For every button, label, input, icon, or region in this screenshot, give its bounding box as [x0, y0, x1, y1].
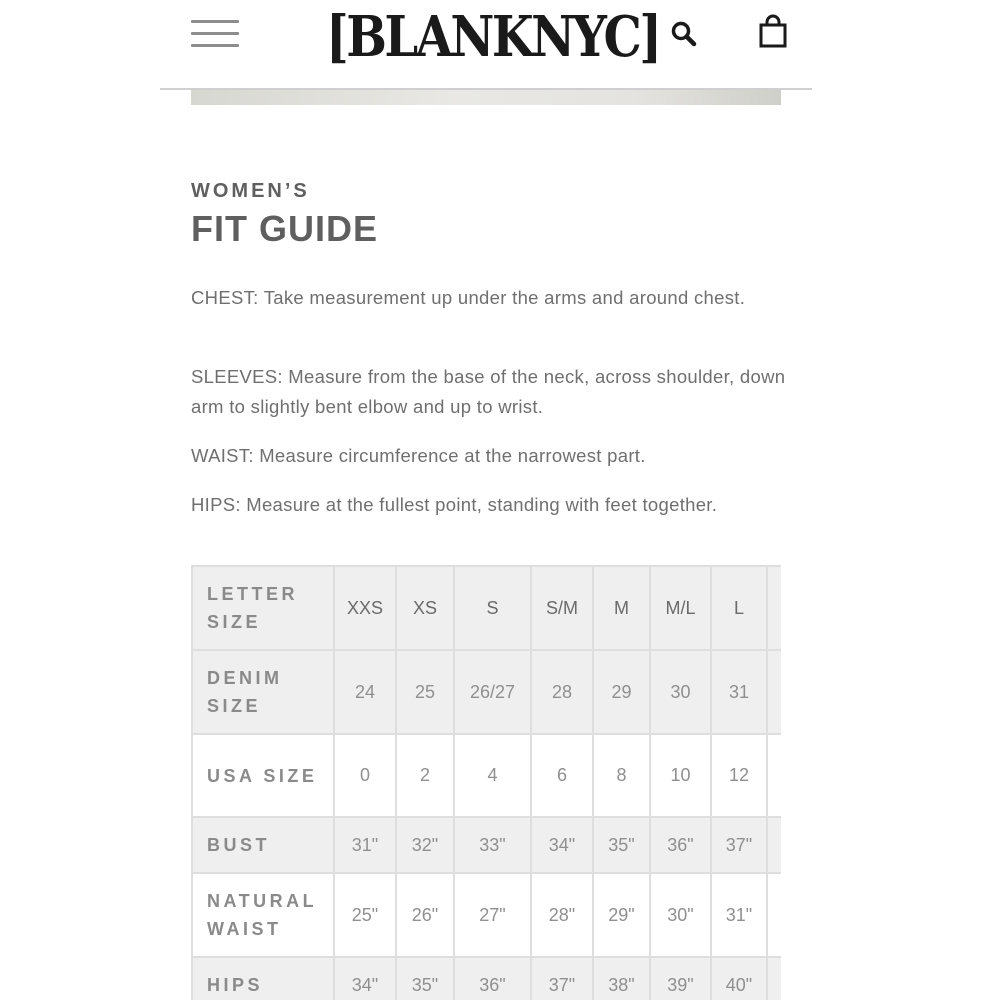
table-cell: 31: [711, 650, 767, 734]
table-cell: M: [593, 566, 650, 650]
search-icon[interactable]: [668, 18, 700, 50]
table-cell: S: [454, 566, 531, 650]
table-cell: 27": [454, 873, 531, 957]
menu-icon[interactable]: [191, 20, 239, 50]
size-table: [191, 565, 781, 1000]
table-cell: 34": [334, 957, 396, 1000]
table-cell: 26": [396, 873, 454, 957]
table-cell: 38": [593, 957, 650, 1000]
table-cell: [767, 566, 781, 650]
shopping-bag-icon[interactable]: [756, 14, 790, 50]
table-cell: [767, 650, 781, 734]
sleeves-instruction: SLEEVES: Measure from the base of the neck, across shoulder, down arm to slightly bent elbow and up to wrist.: [191, 366, 786, 417]
table-cell: 24: [334, 650, 396, 734]
table-cell: 37": [711, 817, 767, 873]
section-eyebrow: WOMEN’S: [191, 180, 310, 202]
table-cell: 28: [531, 650, 593, 734]
table-cell: 29": [593, 873, 650, 957]
table-cell: 40": [711, 957, 767, 1000]
table-cell: 6: [531, 734, 593, 817]
table-row-bust: [192, 817, 781, 873]
table-cell: 32": [396, 817, 454, 873]
table-cell: 35": [593, 817, 650, 873]
table-cell: 25": [334, 873, 396, 957]
table-cell: 31": [711, 873, 767, 957]
table-cell: [767, 734, 781, 817]
table-cell: 2: [396, 734, 454, 817]
row-header: BUST: [192, 817, 334, 873]
table-cell: 10: [650, 734, 711, 817]
table-cell: 8: [593, 734, 650, 817]
table-cell: 36": [454, 957, 531, 1000]
row-header: NATURAL WAIST: [192, 873, 334, 957]
table-cell: [767, 873, 781, 957]
table-cell: 12: [711, 734, 767, 817]
table-cell: XXS: [334, 566, 396, 650]
table-cell: 28": [531, 873, 593, 957]
table-cell: 30": [650, 873, 711, 957]
page-title: FIT GUIDE: [191, 208, 378, 249]
table-cell: 33": [454, 817, 531, 873]
banner-image-edge: [191, 90, 781, 105]
table-cell: [767, 957, 781, 1000]
table-row-natural-waist: [192, 873, 781, 957]
brand-logo[interactable]: [BLANKNYC]: [326, 4, 660, 70]
table-cell: XS: [396, 566, 454, 650]
table-cell: 36": [650, 817, 711, 873]
table-cell: [767, 817, 781, 873]
table-cell: 37": [531, 957, 593, 1000]
table-cell: L: [711, 566, 767, 650]
table-cell: 31": [334, 817, 396, 873]
table-row-usa-size: [192, 734, 781, 817]
chest-instruction: CHEST: Take measurement up under the arms and around chest.: [191, 287, 746, 308]
table-cell: S/M: [531, 566, 593, 650]
table-cell: 4: [454, 734, 531, 817]
row-header: USA SIZE: [192, 734, 334, 817]
size-chart[interactable]: [191, 565, 781, 1000]
row-header: HIPS: [192, 957, 334, 1000]
table-row-hips: [192, 957, 781, 1000]
waist-instruction: WAIST: Measure circumference at the narrowest part.: [191, 445, 646, 466]
table-cell: 39": [650, 957, 711, 1000]
row-header: DENIM SIZE: [192, 650, 334, 734]
table-cell: 0: [334, 734, 396, 817]
row-header: LETTER SIZE: [192, 566, 334, 650]
hips-instruction: HIPS: Measure at the fullest point, standing with feet together.: [191, 494, 718, 515]
table-cell: 30: [650, 650, 711, 734]
table-cell: 35": [396, 957, 454, 1000]
table-cell: 29: [593, 650, 650, 734]
table-row-letter-size: [192, 566, 781, 650]
table-cell: M/L: [650, 566, 711, 650]
table-cell: 26/27: [454, 650, 531, 734]
table-cell: 25: [396, 650, 454, 734]
table-cell: 34": [531, 817, 593, 873]
table-row-denim-size: [192, 650, 781, 734]
